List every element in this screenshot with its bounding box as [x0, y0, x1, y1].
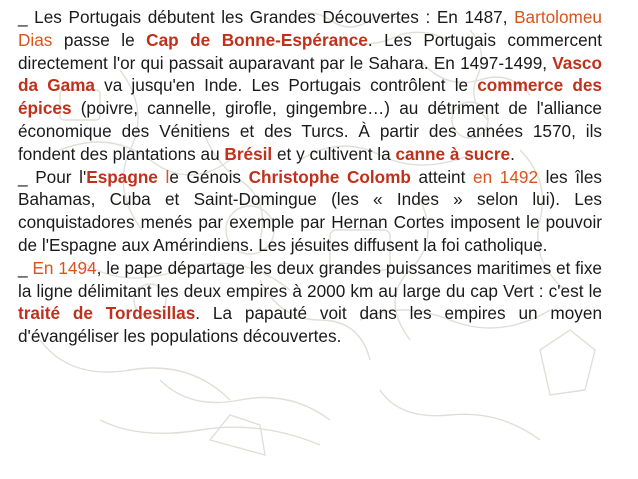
highlight-key-term: Vasco da Gama	[18, 52, 602, 96]
highlight-key-term: Espagne	[86, 166, 158, 187]
text-segment: (poivre, cannelle, girofle, gingembre…) au détriment de l'alliance économique des Vénitiens et des Turcs. À partir des années 1570, ils fondent des plantations au	[18, 98, 602, 164]
highlight-date-name: l	[157, 166, 170, 187]
highlight-key-term: Cap de Bonne-Espérance	[146, 29, 368, 50]
text-segment: e Génois	[169, 166, 249, 187]
highlight-key-term: commerce des épices	[18, 75, 602, 119]
text-segment: . La papauté voit dans les empires un moyen d'évangéliser les populations découvertes.	[18, 303, 603, 347]
text-segment: atteint	[410, 166, 474, 187]
highlight-key-term: traité de Tordesillas	[18, 303, 196, 324]
text-segment: . Les Portugais commercent directement l'or qui passait auparavant par le Sahara. En 1497-1499,	[18, 29, 602, 73]
text-segment: _ Les Portugais débutent les Grandes Découvertes : En 1487,	[18, 7, 515, 27]
text-segment: les îles Bahamas, Cuba et Saint-Domingue (les « Indes » selon lui). Les conquistadores menés par exemple par Hernan Cortes imposent le pouvoir de l'Espagne aux Amérindiens. Les jésuites diffusent la foi catholique.	[18, 166, 602, 255]
highlight-key-term: Christophe Colomb	[248, 166, 411, 187]
highlight-key-term: Brésil	[224, 143, 273, 164]
text-segment: _	[18, 257, 33, 278]
text-segment: et y cultivent la	[272, 143, 396, 164]
highlight-key-term: canne à sucre	[395, 143, 511, 164]
text-segment: , le pape départage les deux grandes puissances maritimes et fixe la ligne délimitant les deux empires à 2000 km au large du cap Vert : c'est le	[18, 257, 602, 301]
paragraph-tordesillas	[18, 257, 602, 348]
slide-text-body	[18, 6, 602, 348]
text-segment: _ Pour l'	[18, 166, 87, 187]
text-segment: va jusqu'en Inde. Les Portugais contrôlent le	[94, 75, 478, 96]
paragraph-spain	[18, 166, 602, 257]
paragraph-portugal	[18, 6, 602, 166]
highlight-date-name: Bartolomeu Dias	[18, 7, 602, 50]
highlight-date-name: en 1492	[473, 166, 538, 187]
text-segment: .	[510, 143, 515, 164]
highlight-date-name: En 1494	[32, 257, 97, 278]
text-segment: passe le	[52, 29, 147, 50]
